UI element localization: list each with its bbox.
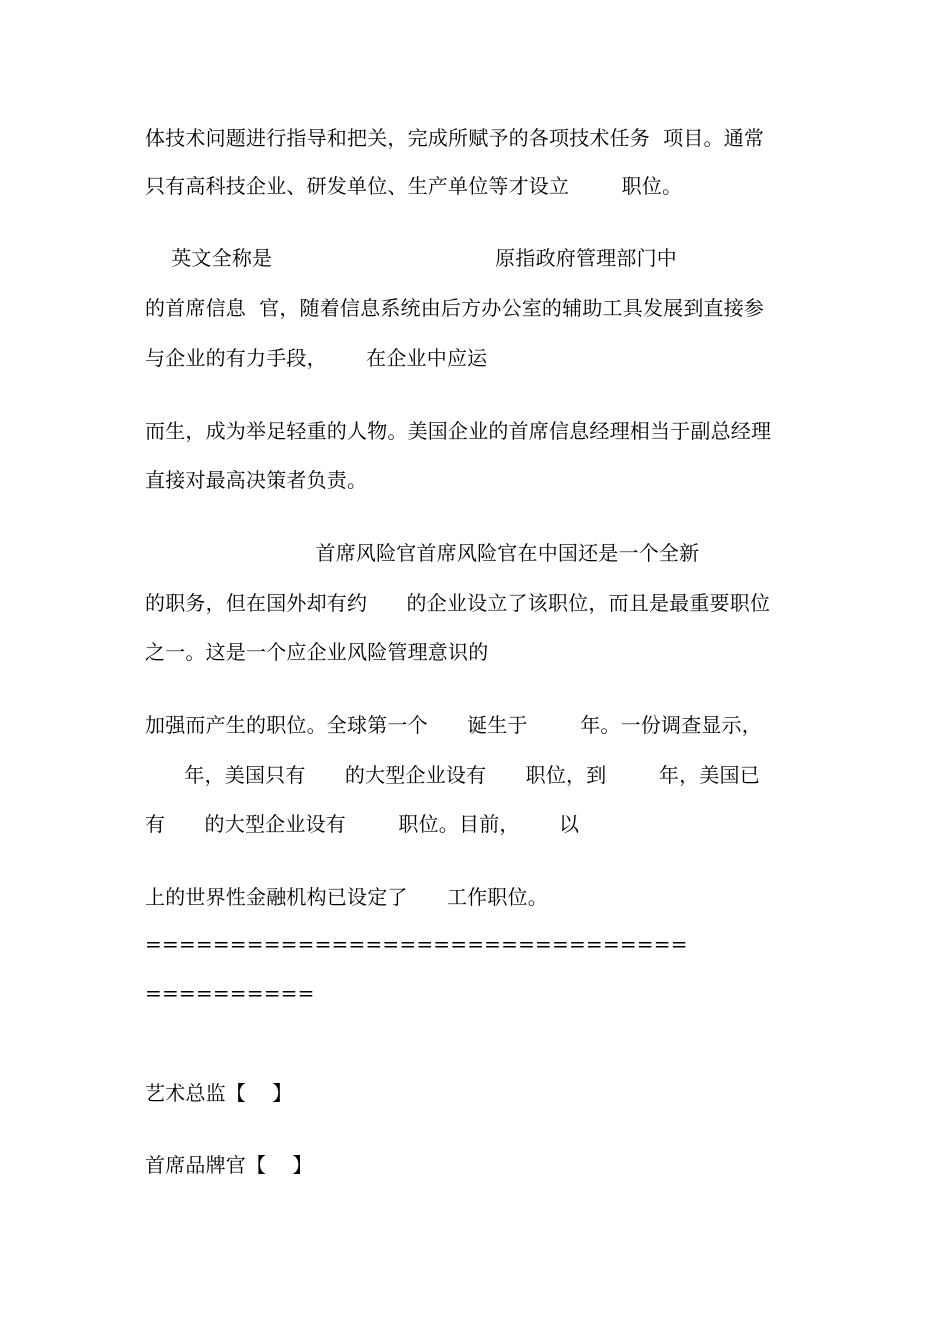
paragraph-line: 的首席信息 官，随着信息系统由后方办公室的辅助工具发展到直接参 bbox=[145, 296, 765, 320]
paragraph-line: 直接对最高决策者负责。 bbox=[145, 468, 368, 492]
paragraph-line: 的职务，但在国外却有约 的企业设立了该职位，而且是最重要职位 bbox=[145, 591, 771, 615]
paragraph-line: 而生，成为举足轻重的人物。美国企业的首席信息经理相当于副总经理 bbox=[145, 419, 772, 443]
paragraph-line: 加强而产生的职位。全球第一个 诞生于 年。一份调查显示， bbox=[145, 713, 763, 737]
paragraph-line: 首席风险官首席风险官在中国还是一个全新 bbox=[145, 541, 700, 565]
paragraph-line: 体技术问题进行指导和把关，完成所赋予的各项技术任务 项目。通常 bbox=[145, 126, 765, 150]
paragraph-line: 年，美国只有 的大型企业设有 职位，到 年，美国已 bbox=[145, 763, 760, 787]
paragraph-line: 之一。这是一个应企业风险管理意识的 bbox=[145, 640, 489, 664]
paragraph-line: 上的世界性金融机构已设定了 工作职位。 bbox=[145, 885, 548, 909]
paragraph-line: 只有高科技企业、研发单位、生产单位等才设立 职位。 bbox=[145, 174, 683, 198]
section-heading-chief-brand-officer: 首席品牌官【 】 bbox=[145, 1153, 313, 1177]
section-heading-art-director: 艺术总监【 】 bbox=[145, 1081, 293, 1105]
separator-line: ========== bbox=[145, 981, 315, 1005]
paragraph-line: 与企业的有力手段， 在企业中应运 bbox=[145, 346, 488, 370]
separator-line: ================================ bbox=[145, 932, 688, 956]
paragraph-line: 有 的大型企业设有 职位。目前， 以 bbox=[145, 812, 580, 836]
paragraph-line: 英文全称是 原指政府管理部门中 bbox=[145, 246, 677, 270]
